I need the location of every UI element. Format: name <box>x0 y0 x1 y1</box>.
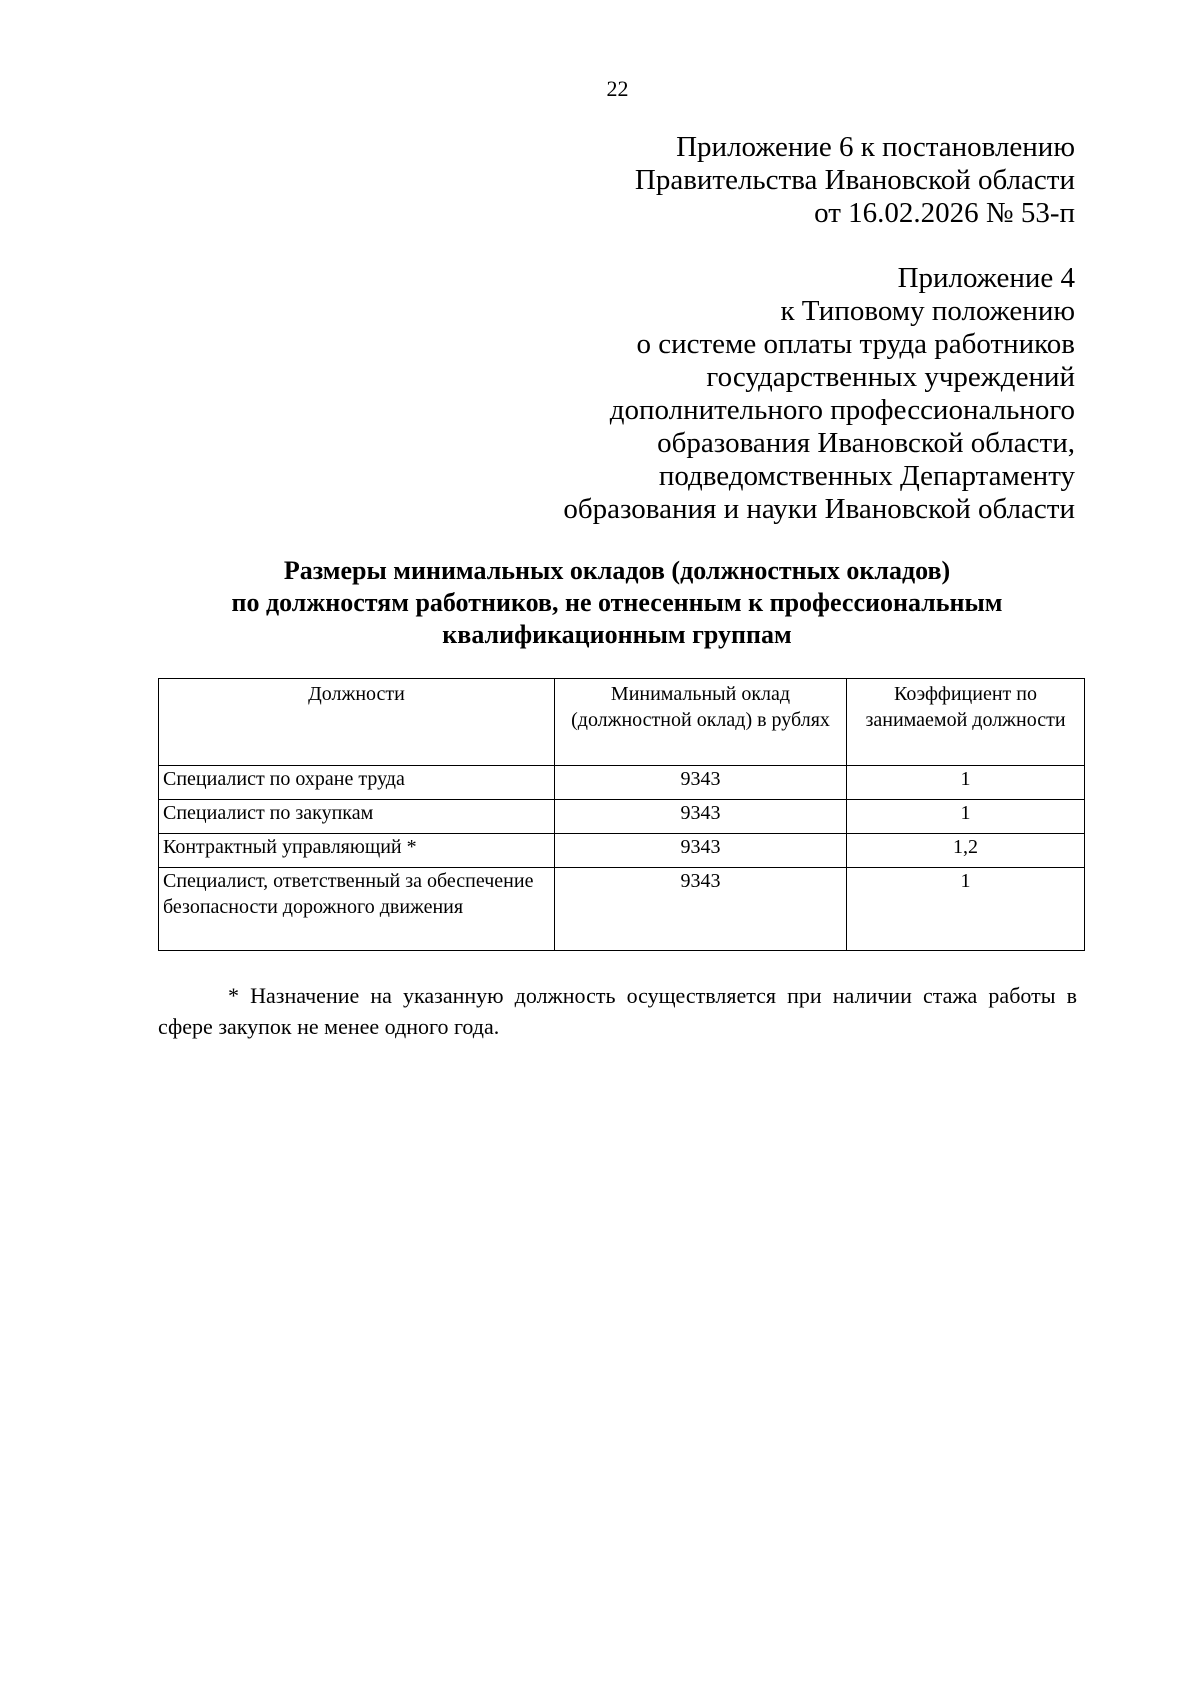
cell-salary: 9343 <box>555 800 847 834</box>
appendix-header-line: Приложение 6 к постановлению <box>676 131 1075 163</box>
table-row <box>159 766 1085 800</box>
appendix-sub-line: дополнительного профессионального <box>609 394 1075 426</box>
header-coefficient: Коэффициент по занимаемой должности <box>847 679 1085 766</box>
cell-coefficient: 1 <box>847 800 1085 834</box>
cell-position: Специалист по закупкам <box>159 800 555 834</box>
table-row <box>159 868 1085 951</box>
appendix-sub-line: образования Ивановской области, <box>657 427 1075 459</box>
table-row <box>159 800 1085 834</box>
cell-coefficient: 1,2 <box>847 834 1085 868</box>
cell-coefficient: 1 <box>847 766 1085 800</box>
table-header-row <box>159 679 1085 766</box>
header-position: Должности <box>159 679 555 766</box>
cell-coefficient: 1 <box>847 868 1085 951</box>
header-salary: Минимальный оклад (должностной оклад) в рублях <box>555 679 847 766</box>
appendix-header-line: Правительства Ивановской области <box>634 164 1075 196</box>
appendix-sub-line: Приложение 4 <box>897 262 1075 294</box>
appendix-sub-line: образования и науки Ивановской области <box>563 493 1075 525</box>
title-line: квалификационным группам <box>442 620 792 649</box>
appendix-sub-line: к Типовому положению <box>780 295 1075 327</box>
appendix-sub-header <box>563 262 1075 526</box>
title-line: Размеры минимальных окладов (должностных окладов) <box>283 556 951 585</box>
cell-salary: 9343 <box>555 834 847 868</box>
cell-position: Контрактный управляющий * <box>159 834 555 868</box>
page-number: 22 <box>606 76 629 101</box>
footnote: * Назначение на указанную должность осуществляется при наличии стажа работы в сфере закупок не менее одного года. <box>158 983 1077 1039</box>
appendix-header <box>635 131 1075 230</box>
table-row <box>159 834 1085 868</box>
cell-position: Специалист по охране труда <box>159 766 555 800</box>
title-line: по должностям работников, не отнесенным к профессиональным <box>231 588 1003 617</box>
appendix-sub-line: государственных учреждений <box>706 361 1075 393</box>
salary-table <box>158 678 1085 951</box>
cell-salary: 9343 <box>555 868 847 951</box>
appendix-sub-line: о системе оплаты труда работников <box>636 328 1075 360</box>
document-title <box>157 555 1077 651</box>
appendix-header-line: от 16.02.2026 № 53-п <box>814 197 1075 229</box>
cell-salary: 9343 <box>555 766 847 800</box>
appendix-sub-line: подведомственных Департаменту <box>658 460 1075 492</box>
cell-position: Специалист, ответственный за обеспечение безопасности дорожного движения <box>159 868 555 951</box>
